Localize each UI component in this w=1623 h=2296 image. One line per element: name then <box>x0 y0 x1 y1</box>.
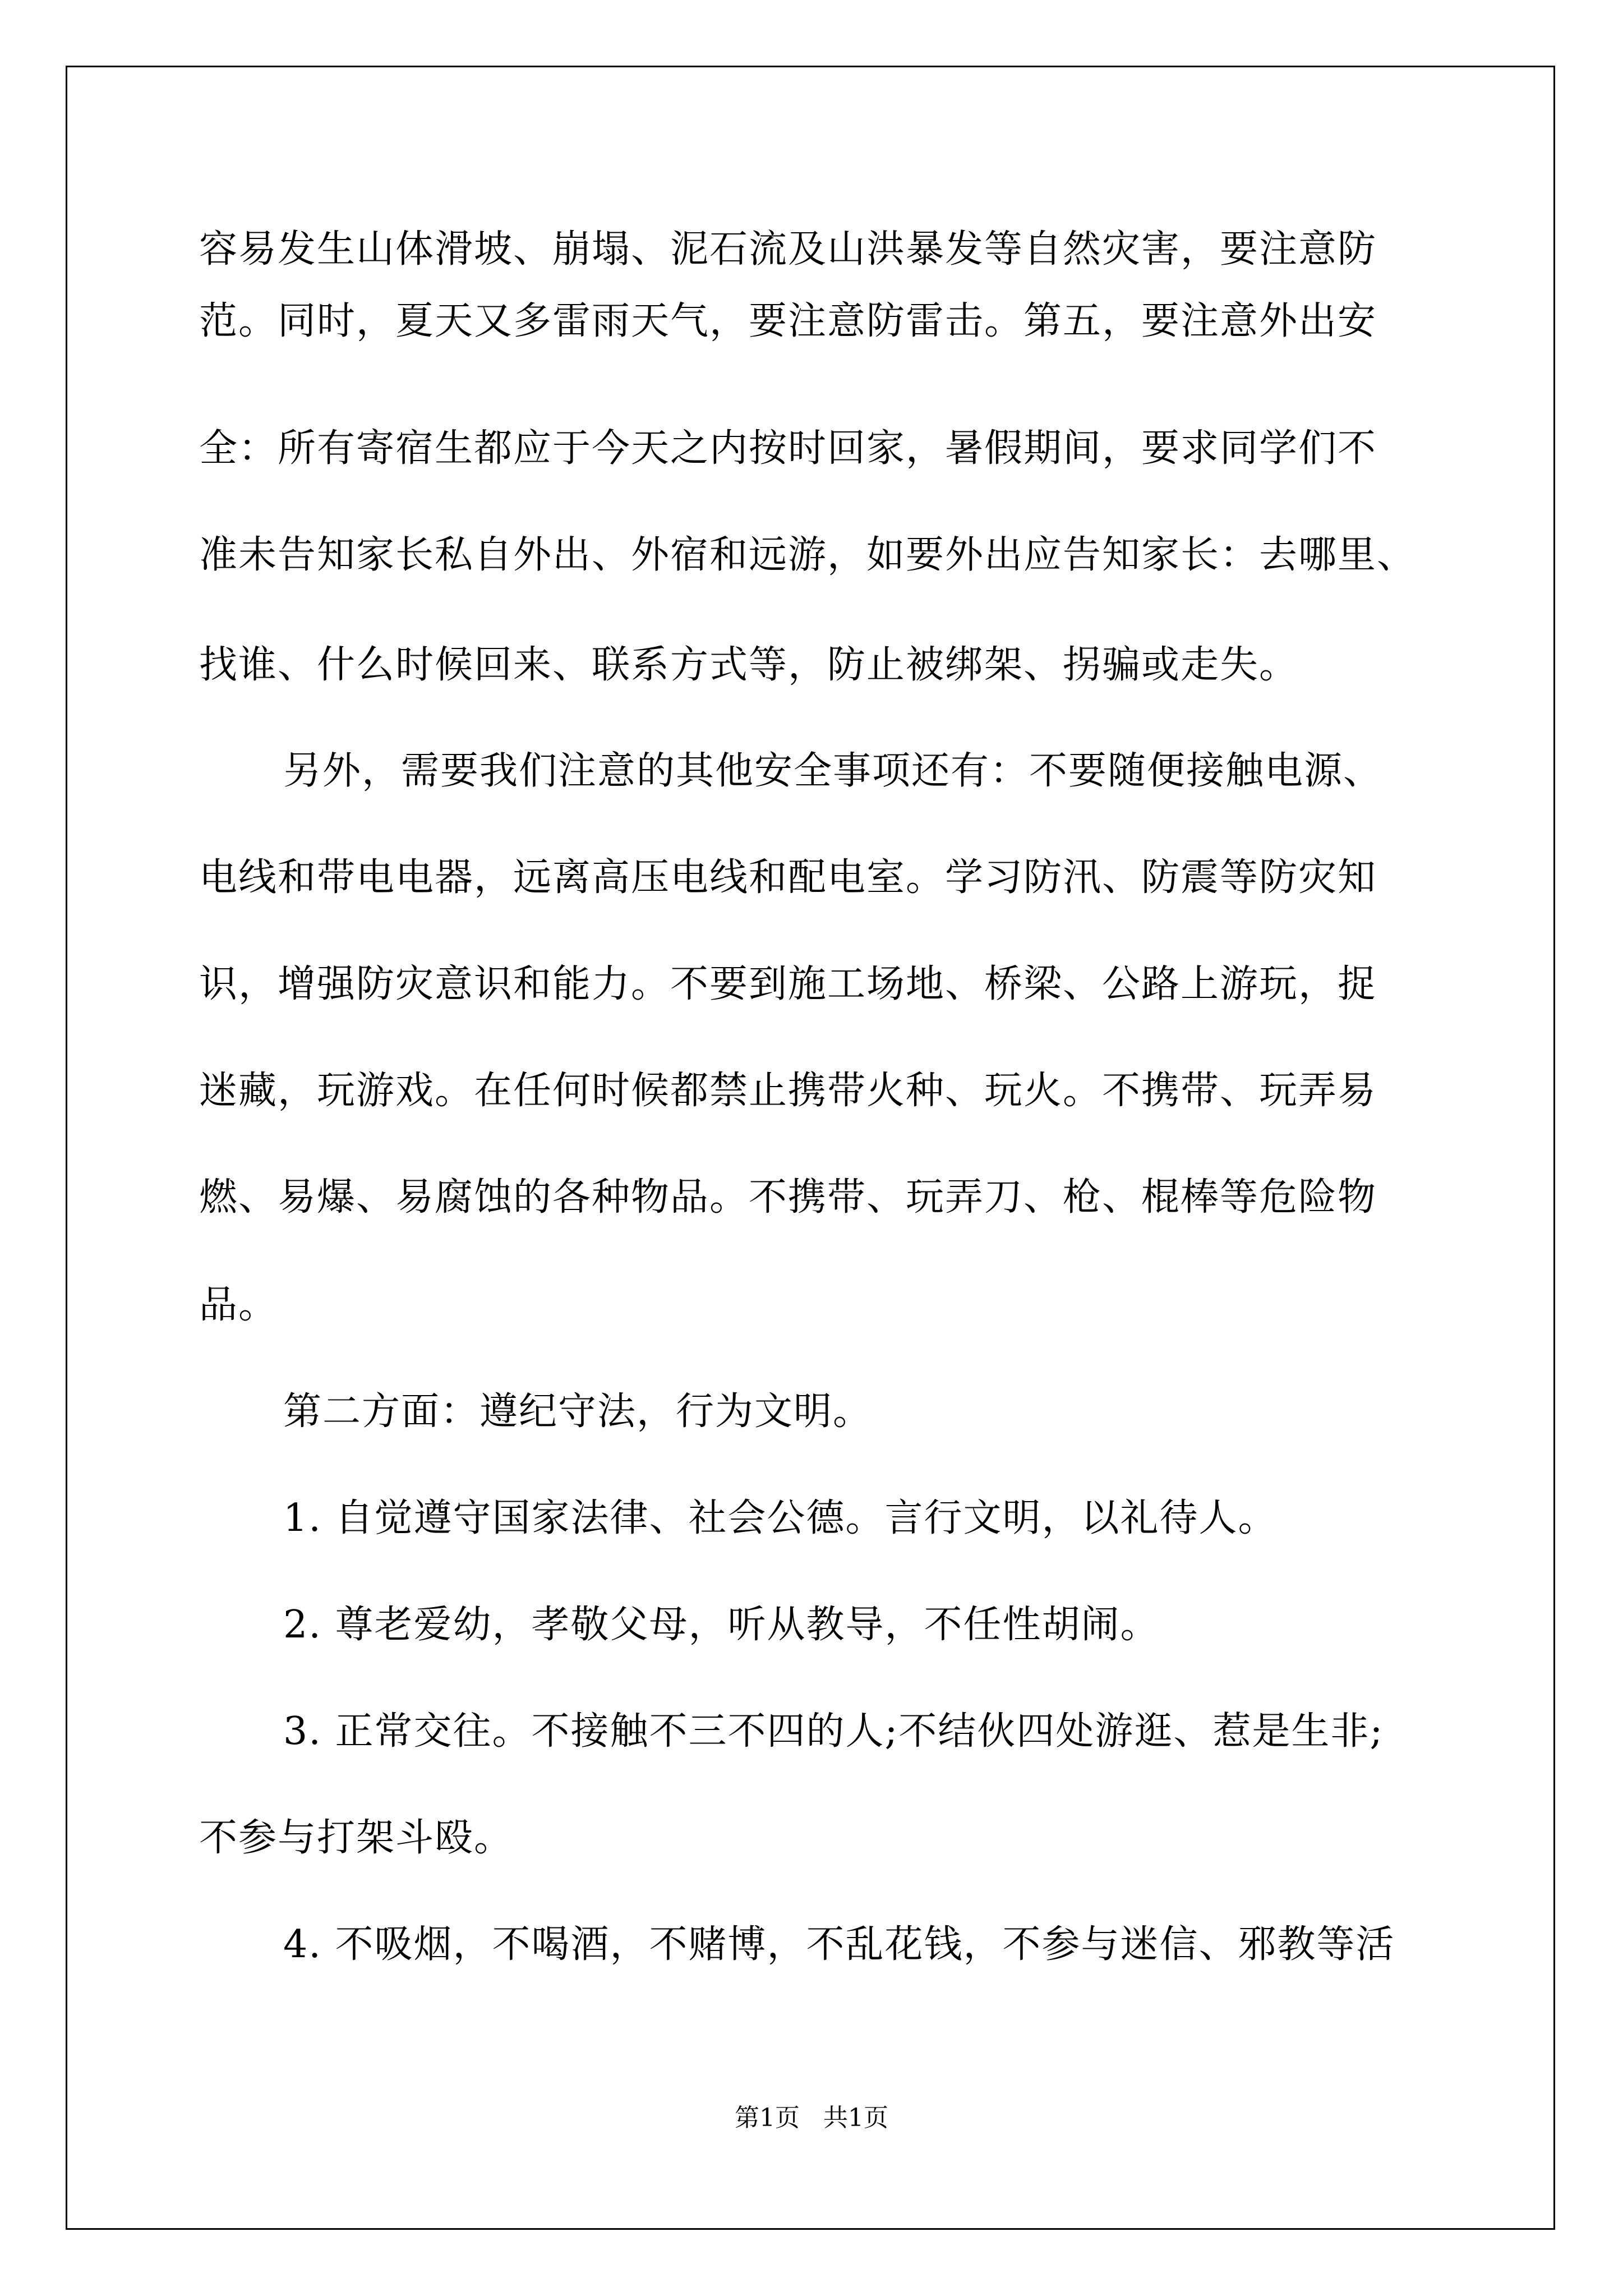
list-item: 3. 正常交往。不接触不三不四的人;不结伙四处游逛、惹是生非; <box>283 1709 1384 1754</box>
list-item: 4. 不吸烟，不喝酒，不赌博，不乱花钱，不参与迷信、邪教等活 <box>283 1922 1395 1967</box>
text-line: 品。 <box>199 1283 278 1327</box>
text-line: 范。同时，夏天又多雷雨天气，要注意防雷击。第五，要注意外出安 <box>199 299 1377 343</box>
text-line: 燃、易爆、易腐蚀的各种物品。不携带、玩弄刀、枪、棍棒等危险物 <box>199 1175 1377 1220</box>
page-number-footer: 第1页 共1页 <box>735 2104 888 2132</box>
list-item: 1. 自觉遵守国家法律、社会公德。言行文明，以礼待人。 <box>283 1496 1278 1540</box>
text-line: 电线和带电电器，远离高压电线和配电室。学习防汛、防震等防灾知 <box>199 855 1377 900</box>
paragraph-first-line: 另外，需要我们注意的其他安全事项还有：不要随便接触电源、 <box>283 749 1383 793</box>
list-item: 2. 尊老爱幼，孝敬父母，听从教导，不任性胡闹。 <box>283 1603 1160 1647</box>
list-item-continuation: 不参与打架斗殴。 <box>199 1816 514 1860</box>
text-line: 迷藏，玩游戏。在任何时候都禁止携带火种、玩火。不携带、玩弄易 <box>199 1069 1377 1113</box>
text-line: 识，增强防灾意识和能力。不要到施工场地、桥梁、公路上游玩，捉 <box>199 962 1377 1006</box>
text-line: 容易发生山体滑坡、崩塌、泥石流及山洪暴发等自然灾害，要注意防 <box>199 227 1377 272</box>
page-border <box>66 66 1555 2230</box>
text-line: 找谁、什么时候回来、联系方式等，防止被绑架、拐骗或走失。 <box>199 643 1299 687</box>
text-line: 准未告知家长私自外出、外宿和远游，如要外出应告知家长：去哪里、 <box>199 533 1417 577</box>
section-heading: 第二方面：遵纪守法，行为文明。 <box>283 1389 873 1434</box>
text-line: 全：所有寄宿生都应于今天之内按时回家，暑假期间，要求同学们不 <box>199 426 1377 471</box>
